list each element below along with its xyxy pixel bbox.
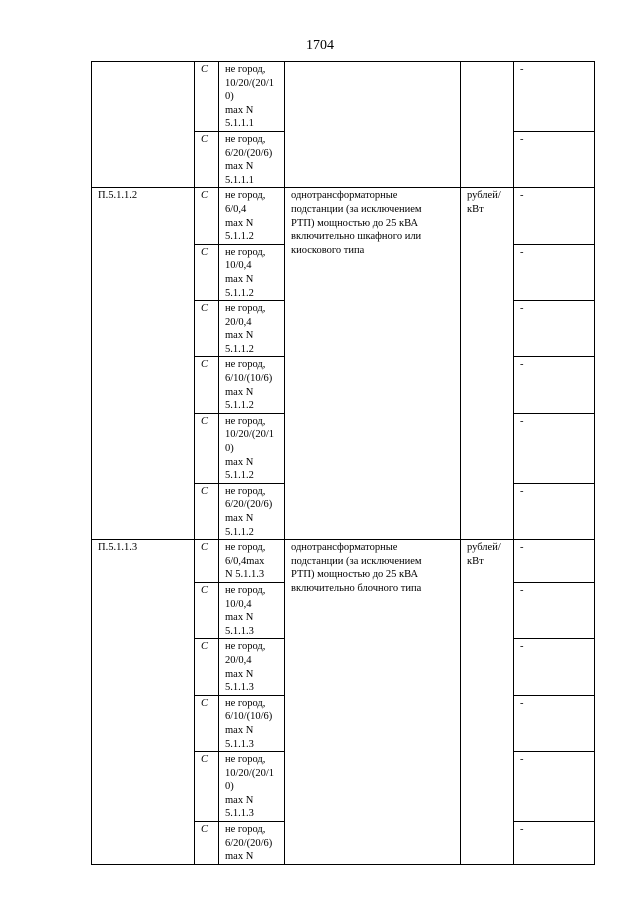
condition-cell: не город, 6/10/(10/6) max N 5.1.1.3	[219, 695, 285, 751]
item-code-cell: П.5.1.1.2	[92, 188, 195, 540]
condition-cell: не город, 6/10/(10/6) max N 5.1.1.2	[219, 357, 285, 413]
category-letter: С	[195, 62, 219, 132]
unit-cell: рублей/ кВт	[461, 540, 514, 865]
item-code-cell: П.5.1.1.3	[92, 540, 195, 865]
value-cell: -	[514, 752, 595, 822]
unit-cell	[461, 62, 514, 188]
category-letter: С	[195, 413, 219, 483]
category-letter: С	[195, 582, 219, 638]
condition-cell: не город, 10/20/(20/1 0) max N 5.1.1.1	[219, 62, 285, 132]
condition-cell: не город, 10/0,4 max N 5.1.1.2	[219, 244, 285, 300]
category-letter: С	[195, 639, 219, 695]
page-number: 1704	[306, 38, 334, 53]
value-cell: -	[514, 483, 595, 539]
condition-cell: не город, 6/20/(20/6) max N	[219, 822, 285, 865]
category-letter: С	[195, 244, 219, 300]
description-cell: однотрансформаторные подстанции (за исключением РТП) мощностью до 25 кВА включительно шкафного или киоскового типа	[285, 188, 461, 540]
category-letter: С	[195, 357, 219, 413]
value-cell: -	[514, 244, 595, 300]
condition-cell: не город, 10/20/(20/1 0) max N 5.1.1.2	[219, 413, 285, 483]
description-cell: однотрансформаторные подстанции (за исключением РТП) мощностью до 25 кВА включительно блочного типа	[285, 540, 461, 865]
item-code-cell	[92, 62, 195, 188]
condition-cell: не город, 20/0,4 max N 5.1.1.2	[219, 301, 285, 357]
condition-cell: не город, 10/0,4 max N 5.1.1.3	[219, 582, 285, 638]
description-cell	[285, 62, 461, 188]
value-cell: -	[514, 62, 595, 132]
value-cell: -	[514, 188, 595, 244]
condition-cell: не город, 6/0,4 max N 5.1.1.2	[219, 188, 285, 244]
condition-cell: не город, 20/0,4 max N 5.1.1.3	[219, 639, 285, 695]
category-letter: С	[195, 131, 219, 187]
value-cell: -	[514, 639, 595, 695]
tariff-table	[91, 61, 595, 865]
value-cell: -	[514, 695, 595, 751]
value-cell: -	[514, 540, 595, 583]
table-row	[92, 540, 595, 583]
condition-cell: не город, 6/20/(20/6) max N 5.1.1.1	[219, 131, 285, 187]
table-row	[92, 188, 595, 244]
category-letter: С	[195, 483, 219, 539]
value-cell: -	[514, 301, 595, 357]
value-cell: -	[514, 822, 595, 865]
category-letter: С	[195, 695, 219, 751]
value-cell: -	[514, 582, 595, 638]
category-letter: С	[195, 188, 219, 244]
unit-cell: рублей/ кВт	[461, 188, 514, 540]
condition-cell: не город, 6/20/(20/6) max N 5.1.1.2	[219, 483, 285, 539]
condition-cell: не город, 6/0,4max N 5.1.1.3	[219, 540, 285, 583]
value-cell: -	[514, 413, 595, 483]
condition-cell: не город, 10/20/(20/1 0) max N 5.1.1.3	[219, 752, 285, 822]
category-letter: С	[195, 822, 219, 865]
category-letter: С	[195, 540, 219, 583]
value-cell: -	[514, 131, 595, 187]
table-row	[92, 62, 595, 132]
category-letter: С	[195, 752, 219, 822]
value-cell: -	[514, 357, 595, 413]
category-letter: С	[195, 301, 219, 357]
